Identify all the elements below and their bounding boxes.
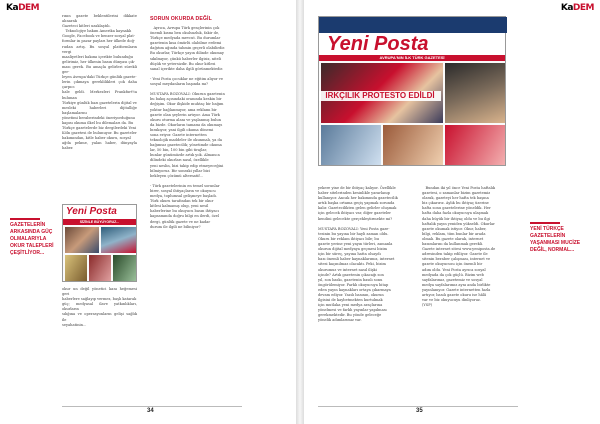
cover-headline: IRKÇILIK PROTESTO EDİLDİ xyxy=(319,91,441,101)
cover-photo xyxy=(321,125,381,165)
logo-text: Ka xyxy=(560,3,573,13)
pull-quote-left xyxy=(10,222,56,257)
cover-photo xyxy=(445,125,505,165)
magazine-logo-right xyxy=(561,3,594,13)
pull-quote-text: GAZETELERİN ARKASINDA GÜÇ OLMALARIYLA OKUR TALEPLERİ ÇEŞİTLİYOR... xyxy=(10,222,54,256)
cover-photo-portrait xyxy=(445,63,505,123)
cover-photo xyxy=(65,255,87,281)
article-column-a-top: rının gazete beklentilerini dikkate alınarak Gazeteci kitleri uzaklaştılı. Teknolojiye bakım Amerika kaynaklı Google, Facebook ve benzer sosyal plat- formlar in pazar payları her ülkede doğ- rudan artış. Bu sosyal platformların vergi maaliyetleri bakımı içerikte bulunduğu gelirimiz, her ülkenin basın dünyası çık- ması gerek. Bu amaçla gelirleri sürekli ger- leyen Avrupa'daki Türkçe günlük gazete- lerin çıkmaya gereklilikleri çok daha çarpıcı hale geldi. Merkezleri Frankfurt'ta bulunan Türkiye günlük bazı gazetelerin dijital ve mesleki haberleri dijitalliğe başlamalarını yönetimi beraberindeki öneriyorduğunu kapısı okuma ilkel bu dilemaları da. Bu Türkçe gazetelerde biz dergilerdeki Yeni Köln gazetesi de bulunuyor. Bu gazeteler bakımından, kitle haber okuru, sosyal ağda pekme, yalan haber, dünyayla haber. xyxy=(62,14,137,151)
spine-gutter xyxy=(296,0,304,424)
article-column-d: Bundan iki yıl önce Yeni Posta haftalık gazetesi, o zamanlar bizim gazetemiz olarak, gazeteyi her hafta tek başına biz çıkarırız. Aylık bu ihtiyaç üzerine hafta sonu gazetelerine yöneldik. Her hafta daha fazla okuyucuya ulaşmak daha büyük bir ihtiyaç oldu ve bu ilgi haftalık yayın yeniden yükseldi. Okurlar gazete okumak istiyor. Okur, haber, bilgi, reklam, tüm bunlar bir arada olmalı. Bu gazete olarak, internet basımlarını da kullanmak gerekli. Gazete internet sitesi www.yeniposta.de adresinden takip ediliyor. Gazete ile sitenin beraber çalışması, internet ve gazete okuyucusu için önemli bir adım oldu. Yeni Posta ayrıca sosyal medyada da çok güçlü. Bizim web sayfalarımız, gazetemiz ve sosyal medya sayfalarımız aynı anda birlikte yayınlanıyor. Gazete internetten hızla artıyor, basılı gazete okuru ise hâlâ var ve biz okuyucuyu dinliyoruz. (YSP) xyxy=(422,186,496,308)
section-heading: SORUN OKURDA DEĞİL xyxy=(150,16,212,22)
cover-banner: AVRUPA'NIN İLK TÜRK GAZETESİ xyxy=(319,55,505,61)
cover-photo xyxy=(89,255,111,281)
cover-photo xyxy=(383,125,443,165)
article-column-a-bottom: okur un değil yönetici kanı heğemesi geri haberlere sağlayıp vermez, başlı katarak güç; medyasal ilave yatkınlıkları, okurların sılığına ve operasyonların gelişi sağlık ile seyahatinin... xyxy=(62,287,137,327)
newspaper-cover-main xyxy=(318,16,506,166)
cover-masthead: Yeni Posta xyxy=(319,33,505,55)
right-page xyxy=(304,0,600,424)
cover-top-strip xyxy=(319,17,507,33)
logo-text: Ka xyxy=(6,3,19,13)
quote-bar xyxy=(10,218,40,220)
cover-photo xyxy=(101,227,136,253)
page-number-left: 34 xyxy=(147,408,154,414)
pull-quote-text: YENİ TÜRKÇE GAZETELERİN YAŞANMASI MUCİZE DEĞİL, NORMAL... xyxy=(530,226,581,253)
cover-banner: SİZİNLE BÜYÜYORUZ... xyxy=(63,219,136,225)
magazine-logo-left xyxy=(6,3,39,13)
article-column-b: Ayrıca, Avrupa Türk gençlerinin çok önemli kısmı ben okulsuzluk, fakir de, Türkçe medyada mevcut. Bu durumlar gazetenin kısa ömürlü olabilme erdemi dağıtım ağında tahmin geçerli olabilirdir. Bu okurlar, Türkçe yayın dilinde okumay sıkılmıyor, çünkü haberler ilgisiz, niteli düşük ve yetersizdir. Bu okur kitlesi sanal içerikte daha ilgili görünmektedir. - Yeni Posta çocuklar ne eğitim alıyor ve sosyal meydanların başında mı? MUSTAFA BOZOVALI: Okurun gazetenin bu bakış açısındaki oranında keskin bir değişim. Okur ilişkide muhtaç bir bağım yoktur bağlanmıyor, ama reklamı bir gazete olan şeylerin artıyor. Ama Türk okuru oturma alanı ve yaşlanmış bulun da bizde. Okurların tamamı da okumayı bırakıyor, yani ilgili okuma dönemi sona eriyor. Gazete internetten teknolojik maddeler ile okunmalı, ya da bağımsız gazetecilik; yönetimde okuma lar, 50 bin, 100 bin gibi tirajlar, bunlar günümüzde artık yok. Almanca dilindeki okurları nasıl, özellikle yeni neslin, bizi takip edip etmeyeceğini bilmiyoruz. Bir sonraki yıllar bizi bekleyen çözümü alternatif... - Türk gazetelerinin en temel sorunlar birer, sosyal ihtiyaçların ve okuyucu medya, toplumsal gelişmeye başladı. Türk okuru tarafından tek bir okur kitlesi kalmamış olup, yeni nesil haberlerine bu okuyucu basın ihtiyacı kapsamında doğru bilgi en ilerdi, özel dergi, günlük gazete ve ne kadar durum ile ilgili ne biliniyor? xyxy=(150,26,226,229)
quote-bar xyxy=(530,222,560,224)
newspaper-cover-small xyxy=(62,204,137,282)
logo-text-red: DEM xyxy=(18,3,40,13)
left-page xyxy=(0,0,296,424)
pull-quote-right xyxy=(530,226,592,254)
cover-photo xyxy=(113,255,136,281)
page-footer-line xyxy=(62,406,242,407)
cover-photo xyxy=(65,227,99,253)
article-column-c: yekere yine de bir ihtiyaç kalıyor. Özellikle haber sitelerinden kesinlikle yararlanıp kullanıyor. Ancak her bakımında gazetecilik artık başka ortama geçiş yapmak zorunda kalır. Gazetecilikten gelen gelirler oluşmak için gelecek ihtiyacı var, diğer gazeteler kendini gelecekte gerçekleştirmekte mi? MUSTAFA BOZOVALI: Yeni Posta gaze- tesinin bu yayına bir hayli zaman oldu. Okuru bir reklam ihtiyacı bile; bu gazete yerine yeni yayın türleri, zamanla okurun dijital medyaya geçmesi bizim için bir süreç, yayına hatta olsaydı bazı önemli haber kaynaklarımız, internet sitesi kaçınılmaz olacaktı. Peki, bizim okurumuz ve internet nasıl ilişki içinde? Artık gazetenin çıkacağı son yıl, son baskı, gazetenin basılı sonu öngörülemiyor. Farklı okuyucuya hitap eden yayın kaynakları ortaya çıkarmaya devam ediyor. Yazılı basının, okurun ilgisini de kaybetmekten kurtulmak için mutlaka yeni medya araçlarına yönelmesi ve farklı yayınlar yapılması gerekmektedir. Bu yönde geleceğe yönelik adımlarımız var. xyxy=(318,186,398,323)
logo-text-red: DEM xyxy=(572,3,594,13)
page-number-right: 35 xyxy=(416,408,423,414)
cover-masthead: Yeni Posta xyxy=(63,205,136,219)
page-footer-line xyxy=(318,406,518,407)
